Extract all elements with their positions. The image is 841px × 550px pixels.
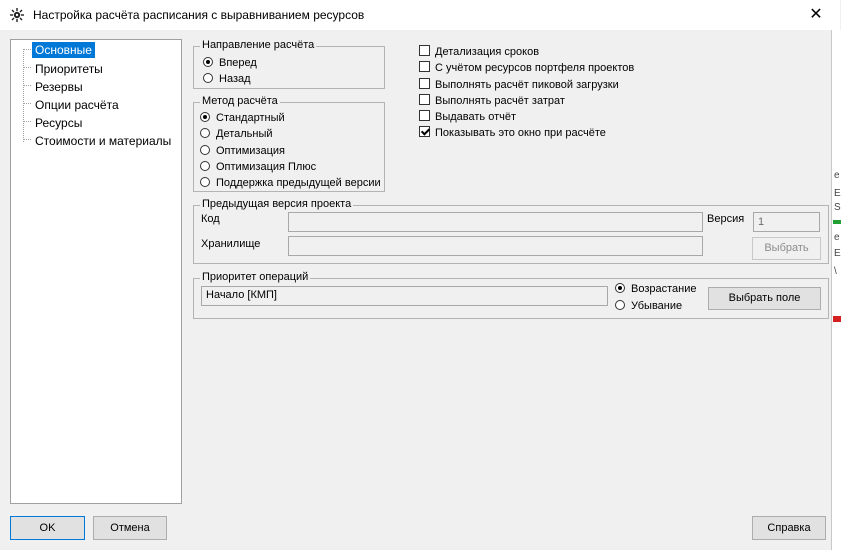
option-label: Поддержка предыдущей версии — [216, 177, 381, 189]
edge-fragment: \ — [834, 266, 837, 277]
option-label: Детальный — [216, 128, 273, 140]
option-label: Убывание — [631, 300, 683, 312]
option-label: Показывать это окно при расчёте — [435, 127, 606, 139]
title-bar — [0, 0, 840, 30]
option-label: Назад — [219, 73, 251, 85]
tree-item-priorities[interactable]: Приоритеты — [35, 62, 103, 76]
help-button[interactable]: Справка — [752, 516, 826, 540]
background-window-edge — [831, 30, 841, 550]
edge-fragment: E — [834, 188, 841, 199]
radio-selected-icon — [203, 57, 213, 67]
tree-item-main[interactable]: Основные — [32, 42, 95, 58]
select-field-button[interactable]: Выбрать поле — [708, 287, 821, 310]
cancel-button[interactable]: Отмена — [93, 516, 167, 540]
method-legend: Метод расчёта — [202, 95, 278, 107]
tree-item-reserves[interactable]: Резервы — [35, 80, 83, 94]
radio-selected-icon — [615, 283, 625, 293]
option-label: Возрастание — [631, 283, 697, 295]
tree-connector — [23, 85, 31, 86]
edge-marker — [833, 220, 841, 224]
tree-item-resources[interactable]: Ресурсы — [35, 116, 83, 130]
select-version-button[interactable]: Выбрать — [752, 237, 821, 260]
window-title: Настройка расчёта расписания с выравниванием ресурсов — [33, 8, 365, 22]
storage-label: Хранилище — [201, 238, 261, 250]
tree-connector — [23, 67, 31, 68]
radio-icon — [200, 128, 210, 138]
option-label: Выполнять расчёт пиковой загрузки — [435, 79, 619, 91]
edge-fragment: e — [834, 232, 840, 243]
storage-field[interactable] — [288, 236, 703, 256]
direction-legend: Направление расчёта — [202, 39, 315, 51]
priority-field-value: Начало [КМП] — [201, 286, 608, 306]
tree-connector — [23, 49, 24, 142]
tree-item-costs-materials[interactable]: Стоимости и материалы — [35, 134, 172, 148]
option-label: Стандартный — [216, 112, 285, 124]
tree-connector — [23, 103, 31, 104]
prev-version-legend: Предыдущая версия проекта — [202, 198, 352, 210]
code-label: Код — [201, 213, 220, 225]
option-label: Оптимизация — [216, 145, 285, 157]
checkbox-icon — [419, 61, 430, 72]
checkbox-checked-icon — [419, 126, 430, 137]
option-label: Детализация сроков — [435, 46, 540, 58]
version-label: Версия — [707, 213, 745, 225]
radio-icon — [203, 73, 213, 83]
checkbox-icon — [419, 94, 430, 105]
radio-icon — [200, 177, 210, 187]
edge-marker — [833, 316, 841, 322]
edge-fragment: S — [834, 202, 841, 213]
option-label: С учётом ресурсов портфеля проектов — [435, 62, 635, 74]
gear-bug-icon — [9, 7, 25, 23]
method-group — [193, 95, 385, 192]
option-label: Выдавать отчёт — [435, 111, 517, 123]
checkbox-icon — [419, 78, 430, 89]
edge-fragment: E — [834, 248, 841, 259]
version-field[interactable] — [753, 212, 820, 232]
ok-button[interactable]: OK — [10, 516, 85, 540]
edge-fragment: e — [834, 170, 840, 181]
priority-legend: Приоритет операций — [202, 271, 309, 283]
radio-icon — [615, 300, 625, 310]
tree-item-calc-options[interactable]: Опции расчёта — [35, 98, 119, 112]
option-label: Вперед — [219, 57, 257, 69]
option-label: Оптимизация Плюс — [216, 161, 317, 173]
checkbox-icon — [419, 45, 430, 56]
direction-group — [193, 39, 385, 89]
radio-selected-icon — [200, 112, 210, 122]
tree-connector — [23, 49, 31, 50]
checkbox-icon — [419, 110, 430, 121]
radio-icon — [200, 145, 210, 155]
settings-tree[interactable] — [10, 39, 182, 504]
radio-icon — [200, 161, 210, 171]
close-icon: ✕ — [809, 6, 823, 23]
code-field[interactable] — [288, 212, 703, 232]
option-label: Выполнять расчёт затрат — [435, 95, 565, 107]
tree-connector — [23, 121, 31, 122]
close-button[interactable] — [792, 0, 840, 30]
tree-connector — [23, 139, 31, 140]
